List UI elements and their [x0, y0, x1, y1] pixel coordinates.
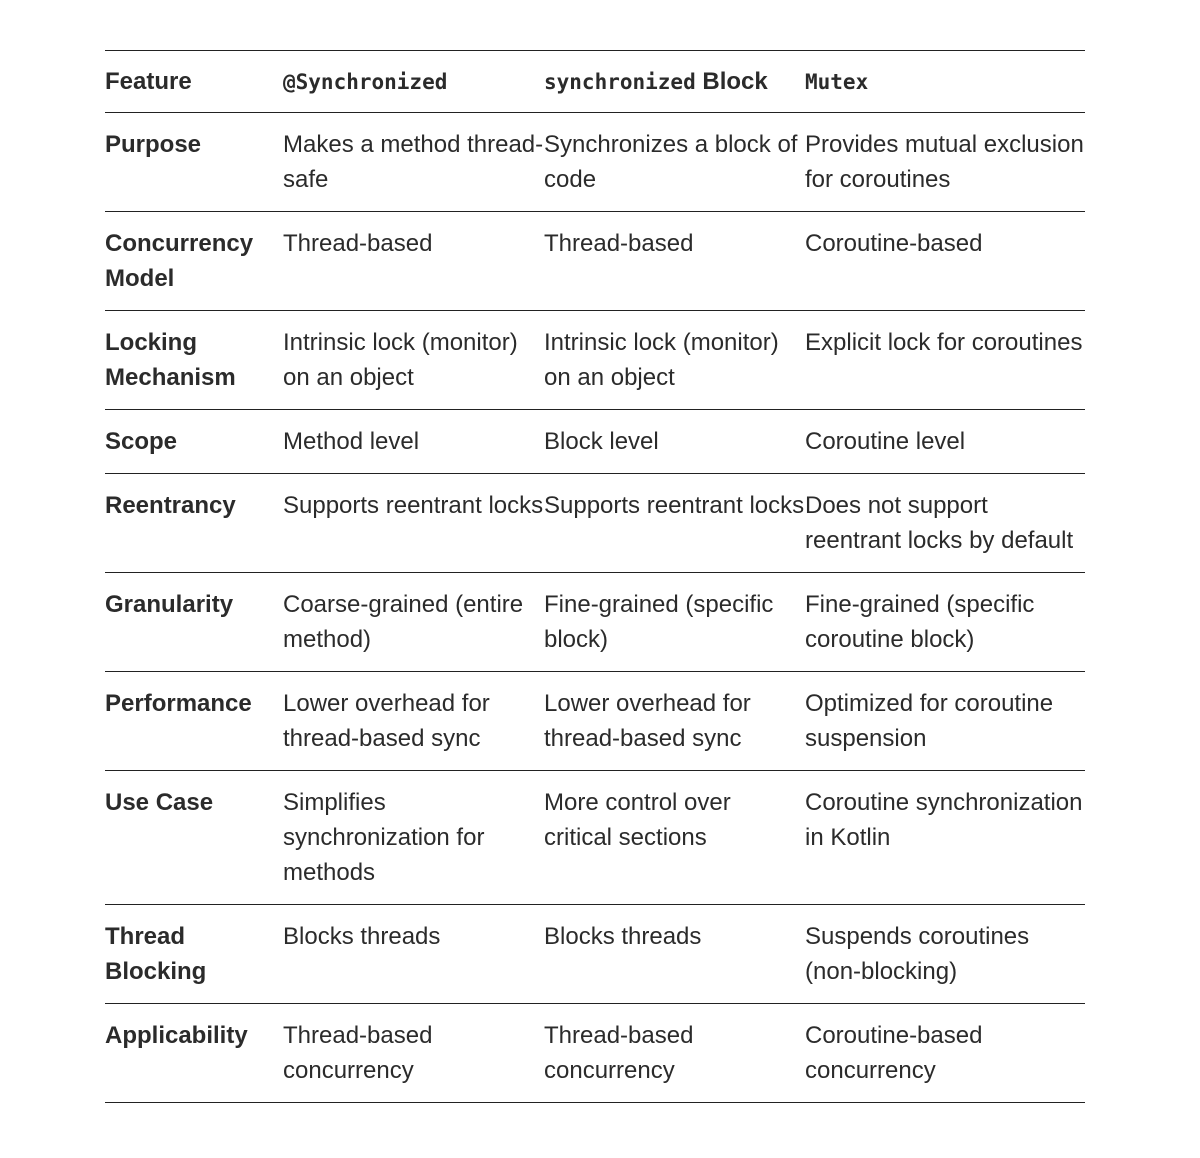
header-synchronized-block — [544, 51, 805, 113]
cell-synchronized-annotation: Thread-based concurrency — [283, 1022, 433, 1084]
cell-mutex: Coroutine level — [805, 428, 966, 455]
row-feature: Use Case — [105, 789, 214, 816]
cell-synchronized-annotation: Simplifies synchronization for methods — [283, 789, 485, 886]
header-synchronized-annotation-code: @Synchronized — [283, 70, 448, 94]
cell-synchronized-block: Intrinsic lock (monitor) on an object — [544, 329, 779, 391]
cell-synchronized-block: Synchronizes a block of code — [544, 131, 798, 193]
header-mutex — [805, 51, 1085, 113]
header-feature: Feature — [105, 68, 192, 95]
header-synchronized-block-code: synchronized — [544, 70, 696, 94]
row-feature: Concurrency Model — [105, 230, 254, 292]
row-feature: Purpose — [105, 131, 202, 158]
cell-synchronized-annotation: Thread-based — [283, 230, 433, 257]
table-row — [105, 1004, 1085, 1103]
cell-synchronized-block: Thread-based — [544, 230, 694, 257]
table-row — [105, 672, 1085, 771]
comparison-table — [105, 50, 1085, 1103]
table-header-row — [105, 51, 1085, 113]
table-row — [105, 212, 1085, 311]
cell-synchronized-block: Blocks threads — [544, 923, 702, 950]
header-mutex-code: Mutex — [805, 70, 869, 94]
table-row — [105, 113, 1085, 212]
row-feature: Scope — [105, 428, 178, 455]
header-synchronized-block-suffix: Block — [702, 68, 768, 95]
cell-mutex: Coroutine synchronization in Kotlin — [805, 789, 1083, 851]
cell-mutex: Suspends coroutines (non-blocking) — [805, 923, 1030, 985]
cell-synchronized-block: Fine-grained (specific block) — [544, 591, 774, 653]
cell-synchronized-block: Lower overhead for thread-based sync — [544, 690, 751, 752]
cell-synchronized-block: Thread-based concurrency — [544, 1022, 694, 1084]
cell-mutex: Optimized for coroutine suspension — [805, 690, 1054, 752]
cell-mutex: Fine-grained (specific coroutine block) — [805, 591, 1035, 653]
row-feature: Granularity — [105, 591, 234, 618]
table-row — [105, 311, 1085, 410]
cell-mutex: Does not support reentrant locks by default — [805, 492, 1074, 554]
cell-mutex: Coroutine-based — [805, 230, 983, 257]
cell-synchronized-annotation: Supports reentrant locks — [283, 492, 544, 519]
header-synchronized-annotation — [283, 51, 544, 113]
cell-synchronized-annotation: Coarse-grained (entire method) — [283, 591, 524, 653]
cell-mutex: Provides mutual exclusion for coroutines — [805, 131, 1084, 193]
row-feature: Thread Blocking — [105, 923, 207, 985]
table-row — [105, 771, 1085, 905]
cell-synchronized-annotation: Blocks threads — [283, 923, 441, 950]
cell-synchronized-annotation: Intrinsic lock (monitor) on an object — [283, 329, 518, 391]
cell-synchronized-annotation: Makes a method thread-safe — [283, 131, 544, 193]
cell-synchronized-annotation: Method level — [283, 428, 420, 455]
cell-synchronized-annotation: Lower overhead for thread-based sync — [283, 690, 490, 752]
cell-mutex: Explicit lock for coroutines — [805, 329, 1083, 356]
row-feature: Performance — [105, 690, 252, 717]
table-row — [105, 410, 1085, 474]
cell-synchronized-block: Supports reentrant locks — [544, 492, 805, 519]
cell-synchronized-block: More control over critical sections — [544, 789, 731, 851]
table-row — [105, 905, 1085, 1004]
row-feature: Applicability — [105, 1022, 248, 1049]
row-feature: Locking Mechanism — [105, 329, 236, 391]
row-feature: Reentrancy — [105, 492, 236, 519]
table-row — [105, 573, 1085, 672]
table-row — [105, 474, 1085, 573]
comparison-table-container — [105, 50, 1085, 1103]
cell-synchronized-block: Block level — [544, 428, 659, 455]
cell-mutex: Coroutine-based concurrency — [805, 1022, 983, 1084]
